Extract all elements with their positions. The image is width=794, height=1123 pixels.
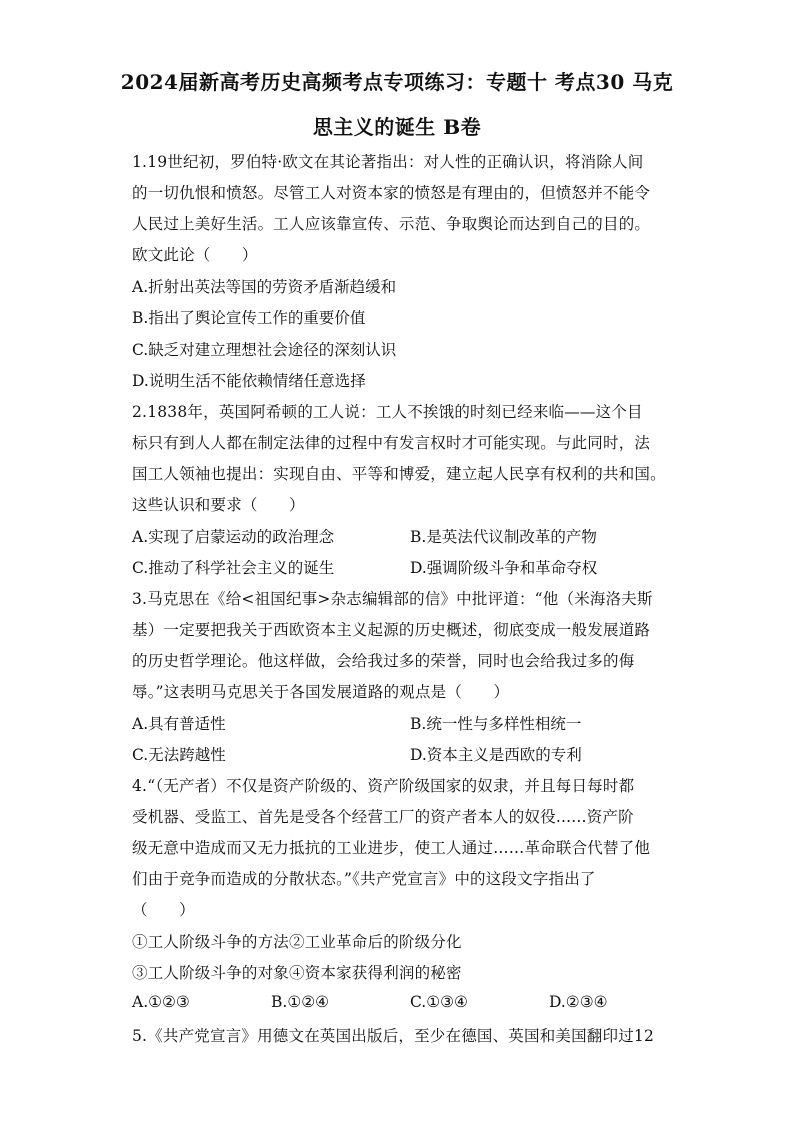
- q2-option-b[interactable]: B.是英法代议制改革的产物: [410, 528, 597, 546]
- q1-option-b[interactable]: B.指出了舆论宣传工作的重要价值: [132, 309, 366, 327]
- q4-line: 级无意中造成而又无力抵抗的工业进步，使工人通过……革命联合代替了他: [132, 839, 651, 857]
- q2-option-d[interactable]: D.强调阶级斗争和革命夺权: [410, 559, 598, 577]
- q1-line: 人民过上美好生活。工人应该靠宣传、示范、争取舆论而达到自己的目的。: [132, 215, 651, 233]
- q3-option-b[interactable]: B.统一性与多样性相统一: [410, 715, 582, 733]
- q4-line: 们由于竞争而造成的分散状态。”《共产党宣言》中的这段文字指出了: [132, 870, 596, 888]
- q3-option-d[interactable]: D.资本主义是西欧的专利: [410, 746, 582, 764]
- q4-line: 受机器、受监工、首先是受各个经营工厂的资产者本人的奴役......资产阶: [132, 808, 634, 826]
- q5-line: 5.《共产党宣言》用德文在英国出版后，至少在德国、英国和美国翻印过12: [132, 1027, 655, 1045]
- q4-statements: ③工人阶级斗争的对象④资本家获得利润的秘密: [132, 964, 462, 982]
- q1-option-a[interactable]: A.折射出英法等国的劳资矛盾渐趋缓和: [132, 278, 397, 296]
- q1-line: 1.19世纪初，罗伯特·欧文在其论著指出：对人性的正确认识，将消除人间: [132, 153, 644, 171]
- q2-line: 这些认识和要求（ ）: [132, 496, 305, 514]
- q3-line: 3.马克思在《给<祖国纪事>杂志编辑部的信》中批评道：“他（米海洛夫斯: [132, 590, 653, 608]
- q4-line: 4.“（无产者）不仅是资产阶级的、资产阶级国家的奴隶，并且每日每时都: [132, 777, 635, 795]
- q4-option-b[interactable]: B.①②④: [271, 993, 330, 1011]
- q1-option-d[interactable]: D.说明生活不能依赖情绪任意选择: [132, 372, 366, 390]
- q1-line: 欧文此论（ ）: [132, 246, 258, 264]
- q4-option-c[interactable]: C.①③④: [410, 993, 468, 1011]
- q1-option-c[interactable]: C.缺乏对建立理想社会途径的深刻认识: [132, 341, 397, 359]
- q4-statements: ①工人阶级斗争的方法②工业革命后的阶级分化: [132, 933, 462, 951]
- q3-line: 辱。”这表明马克思关于各国发展道路的观点是（ ）: [132, 683, 510, 701]
- q2-line: 标只有到人人都在制定法律的过程中有发言权时才可能实现。与此同时，法: [132, 434, 651, 452]
- q3-line: 的历史哲学理论。他这样做，会给我过多的荣誉，同时也会给我过多的侮: [132, 652, 635, 670]
- doc-title-line2: 思主义的诞生 B卷: [312, 115, 482, 139]
- doc-title-line1: 2024届新高考历史高频考点专项练习：专题十 考点30 马克: [120, 70, 674, 94]
- q3-line: 基）一定要把我关于西欧资本主义起源的历史概述，彻底变成一般发展道路: [132, 621, 651, 639]
- q4-line: （ ）: [132, 901, 195, 919]
- q2-option-a[interactable]: A.实现了启蒙运动的政治理念: [132, 528, 335, 546]
- q4-option-d[interactable]: D.②③④: [549, 993, 608, 1011]
- q2-line: 2.1838年，英国阿希顿的工人说：工人不挨饿的时刻已经来临——这个目: [132, 403, 643, 421]
- q3-option-c[interactable]: C.无法跨越性: [132, 746, 226, 764]
- q4-option-a[interactable]: A.①②③: [132, 993, 190, 1011]
- q3-option-a[interactable]: A.具有普适性: [132, 715, 226, 733]
- q1-line: 的一切仇恨和愤怒。尽管工人对资本家的愤怒是有理由的，但愤怒并不能令: [132, 184, 651, 202]
- q2-option-c[interactable]: C.推动了科学社会主义的诞生: [132, 559, 335, 577]
- q2-line: 国工人领袖也提出：实现自由、平等和博爱，建立起人民享有权利的共和国。: [132, 465, 666, 483]
